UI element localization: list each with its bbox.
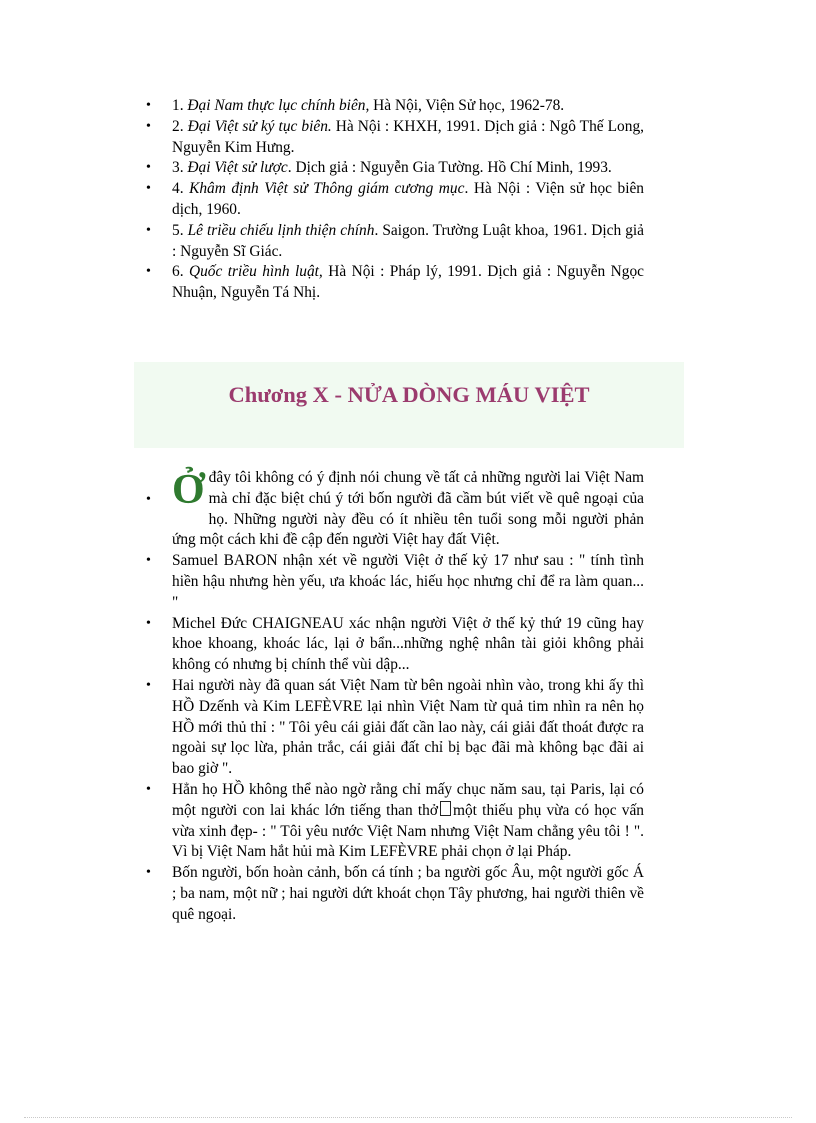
reference-details: . Hà Nội : Viện sử học biên dịch, 1960. <box>172 180 645 218</box>
paragraph-item <box>146 780 644 863</box>
chapter-title: Chương X - NỬA DÒNG MÁU VIỆT <box>228 382 590 407</box>
reference-title: Đại Việt sử lược <box>187 159 288 177</box>
reference-details: . Saigon. Trường Luật khoa, 1961. Dịch giả : Nguyễn Sĩ Giác. <box>172 221 645 260</box>
reference-details: . Dịch giả : Nguyễn Gia Tường. Hồ Chí Minh, 1993. <box>287 159 612 177</box>
paragraph-text: Samuel BARON nhận xét về người Việt ở thế kỷ 17 như sau : " tính tình hiền hậu nhưng hèn yếu, ưa khoác lác, hiếu học nhưng chỉ để ra làm quan... " <box>172 552 644 611</box>
reference-number: 6. <box>172 263 189 281</box>
bullet-icon: • <box>146 264 151 280</box>
bullet-icon: • <box>146 222 151 238</box>
bullet-icon: • <box>146 98 151 113</box>
bullet-icon: • <box>146 677 151 693</box>
paragraph-item <box>146 676 644 780</box>
paragraph-text: Bốn người, bốn hoàn cảnh, bốn cá tính ; ba người gốc Âu, một người gốc Á ; ba nam, một nữ ; hai người dứt khoát chọn Tây phương, hai người thiên về quê ngoại. <box>172 864 644 923</box>
reference-details: Hà Nội, Viện Sử học, 1962-78. <box>369 97 565 114</box>
reference-details: Hà Nội : KHXH, 1991. Dịch giả : Ngô Thế Long, Nguyễn Kim Hưng. <box>172 117 644 156</box>
reference-title: Quốc triều hình luật, <box>188 263 323 281</box>
bullet-icon: • <box>146 492 151 507</box>
reference-item <box>146 262 645 304</box>
reference-title: Đại Việt sử ký tục biên. <box>187 117 332 135</box>
page-divider <box>24 1117 792 1118</box>
body-paragraph-list <box>146 467 644 926</box>
bullet-icon: • <box>146 781 151 797</box>
reference-number: 2. <box>172 117 188 135</box>
reference-item <box>146 179 645 221</box>
paragraph-text: Hai người này đã quan sát Việt Nam từ bên ngoài nhìn vào, trong khi ấy thì HỒ Dzếnh và Kim LEFÈVRE lại nhìn Việt Nam từ quả tim nhìn ra nên họ HỒ mới thủ thỉ : " Tôi yêu cái giải đất cần lao này, cái giải đất thoát được ra ngoài sự lọc lừa, phản trắc, cái giải đất chỉ bị bạc đãi mà không bạc đãi ai bao giờ ". <box>172 676 644 778</box>
reference-number: 1. <box>172 97 188 114</box>
bullet-icon: • <box>146 181 151 197</box>
reference-number: 4. <box>172 180 190 198</box>
reference-title: Đại Nam thực lục chính biên, <box>187 97 370 114</box>
reference-details: Hà Nội : Pháp lý, 1991. Dịch giả : Nguyễn Ngọc Nhuận, Nguyễn Tá Nhị. <box>172 263 645 302</box>
reference-number: 5. <box>172 221 188 239</box>
reference-item <box>146 96 644 117</box>
bullet-icon: • <box>146 615 151 631</box>
bullet-icon: • <box>146 160 151 176</box>
bullet-icon: • <box>146 865 151 881</box>
bullet-icon: • <box>146 118 151 134</box>
paragraph-text: một thiếu phụ vừa có học vấn vừa xinh đẹp- : " Tôi yêu nước Việt Nam nhưng Việt Nam chẳng yêu tôi ! ". Vì bị Việt Nam hắt hủi mà Kim LEFÈVRE phải chọn ở lại Pháp. <box>172 801 644 861</box>
reference-title: Lê triều chiếu lịnh thiện chính <box>187 221 375 239</box>
paragraph-text: Michel Đức CHAIGNEAU xác nhận người Việt ở thế kỷ thứ 19 cũng hay khoe khoang, khoác lác, lại ở bẩn...những nghệ nhân tài giỏi không phải không có nhưng bị chính thể vùi dập... <box>172 614 644 674</box>
reference-item <box>146 158 644 179</box>
paragraph-text: đây tôi không có ý định nói chung về tất cả những người lai Việt Nam mà chỉ đặc biệt chú ý tới bốn người đã cầm bút viết về quê ngoại của họ. Những người này đều có ít nhiều tên tuổi song mỗi người phản ứng một cách khi đề cập đến người Việt hay đất Việt. <box>172 469 644 549</box>
paragraph-item <box>146 467 644 551</box>
bullet-icon: • <box>146 553 151 569</box>
reference-list <box>146 96 645 304</box>
reference-item <box>146 221 645 263</box>
reference-item <box>146 117 644 159</box>
paragraph-item <box>146 863 644 925</box>
chapter-banner <box>134 362 684 448</box>
paragraph-item <box>146 614 644 676</box>
paragraph-text: Hẳn họ HỒ không thể nào ngờ rằng chỉ mấy chục năm sau, tại Paris, lại có một người con lai khác lớn tiếng than thở <box>172 780 644 819</box>
drop-cap: Ở <box>172 467 205 513</box>
paragraph-item <box>146 551 644 613</box>
reference-number: 3. <box>172 159 188 177</box>
missing-glyph-icon <box>440 801 451 816</box>
reference-title: Khâm định Việt sử Thông giám cương mục <box>189 180 465 198</box>
